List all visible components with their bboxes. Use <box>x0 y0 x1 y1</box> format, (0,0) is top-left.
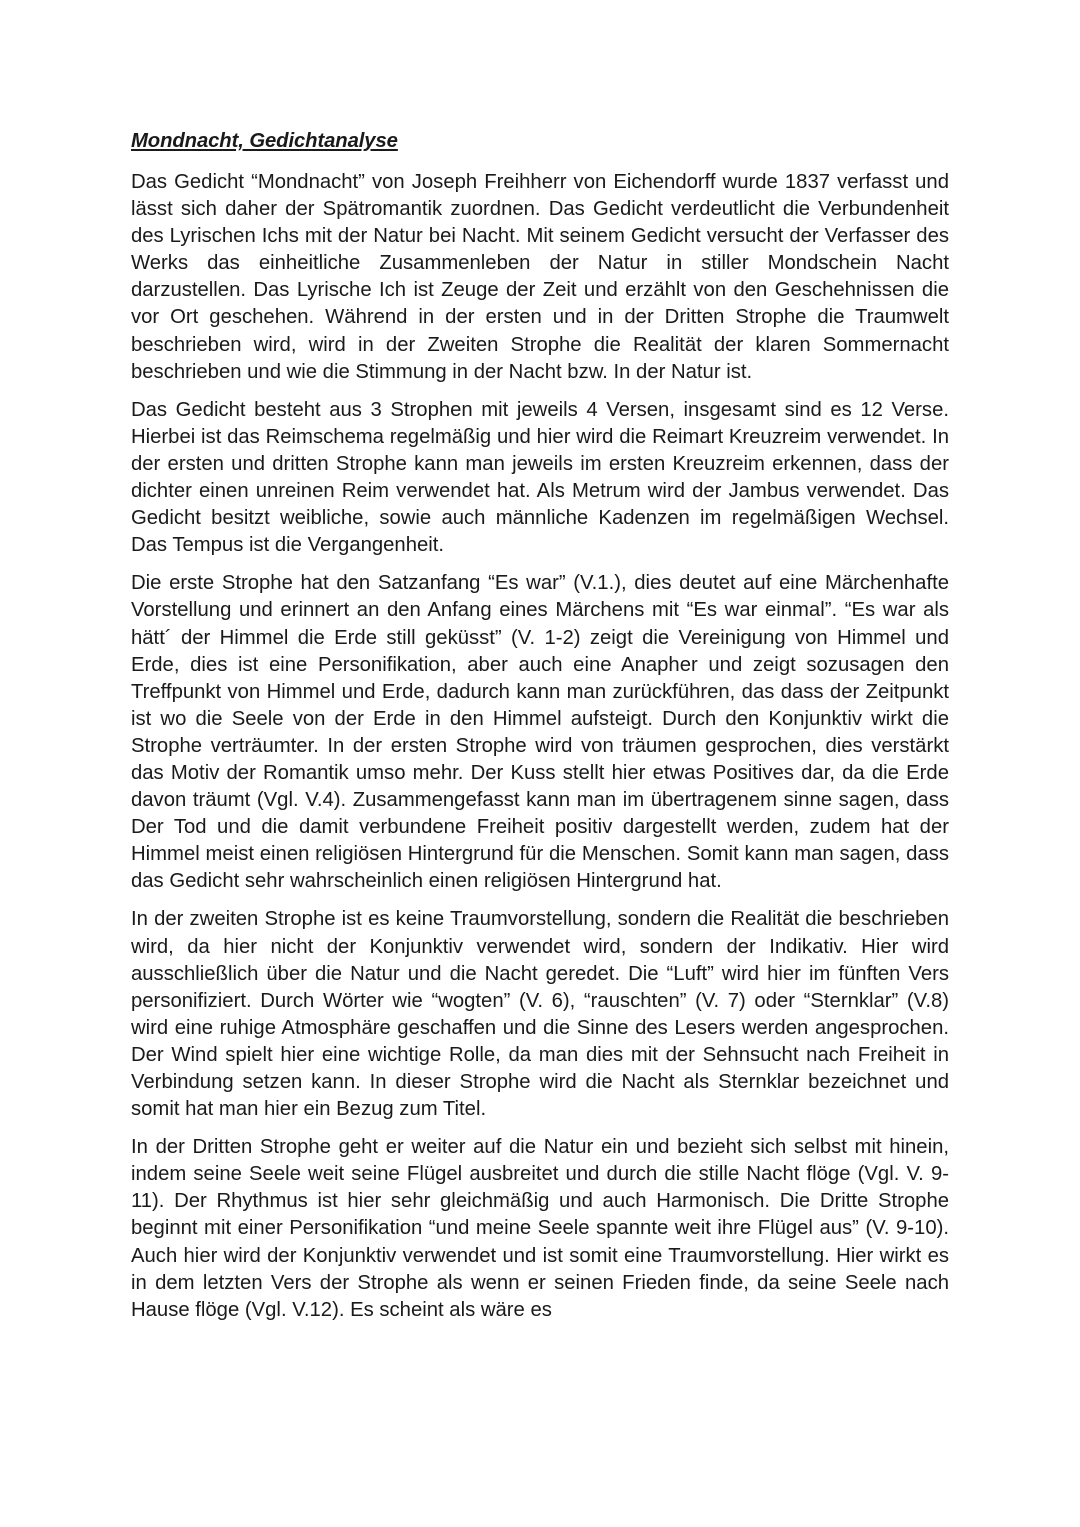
document-title: Mondnacht, Gedichtanalyse <box>131 130 398 152</box>
document-page <box>131 128 949 1335</box>
paragraph-form: Das Gedicht besteht aus 3 Strophen mit jeweils 4 Versen, insgesamt sind es 12 Verse. Hierbei ist das Reimschema regelmäßig und hier wird die Reimart Kreuzreim verwendet. In der ersten und dritten Strophe kann man jeweils im ersten Kreuzreim erkennen, dass der dichter einen unreinen Reim verwendet hat. Als Metrum wird der Jambus verwendet. Das Gedicht besitzt weibliche, sowie auch männliche Kadenzen im regelmäßigen Wechsel. Das Tempus ist die Vergangenheit. <box>131 398 949 557</box>
paragraph-introduction: Das Gedicht “Mondnacht” von Joseph Freihherr von Eichendorff wurde 1837 verfasst und lässt sich daher der Spätromantik zuordnen. Das Gedicht verdeutlicht die Verbundenheit des Lyrischen Ichs mit der Natur bei Nacht. Mit seinem Gedicht versucht der Verfasser des Werks das einheitliche Zusammenleben der Natur in stiller Mondschein Nacht darzustellen. Das Lyrische Ich ist Zeuge der Zeit und erzählt von den Geschehnissen die vor Ort geschehen. Während in der ersten und in der Dritten Strophe die Traumwelt beschrieben wird, wird in der Zweiten Strophe die Realität der klaren Sommernacht beschrieben und wie die Stimmung in der Nacht bzw. In der Natur ist. <box>131 171 949 383</box>
paragraph-first-stanza: Die erste Strophe hat den Satzanfang “Es war” (V.1.), dies deutet auf eine Märchenhafte Vorstellung und erinnert an den Anfang eines Märchens mit “Es war einmal”. “Es war als hätt´ der Himmel die Erde still geküsst” (V. 1-2) zeigt die Vereinigung von Himmel und Erde, dies ist eine Personifikation, aber auch eine Anapher und zeigt sozusagen den Treffpunkt von Himmel und Erde, dadurch kann man zurückführen, das dass der Zeitpunkt ist wo die Seele von der Erde in den Himmel aufsteigt. Durch den Konjunktiv wirkt die Strophe verträumter. In der ersten Strophe wird von träumen gesprochen, dies verstärkt das Motiv der Romantik umso mehr. Der Kuss stellt hier etwas Positives dar, da die Erde davon träumt (Vgl. V.4). Zusammengefasst kann man im übertragenem sinne sagen, dass Der Tod und die damit verbundene Freiheit positiv dargestellt werden, zudem hat der Himmel meist einen religiösen Hintergrund für die Menschen. Somit kann man sagen, dass das Gedicht sehr wahrscheinlich einen religiösen Hintergrund hat. <box>131 572 949 893</box>
paragraph-second-stanza: In der zweiten Strophe ist es keine Traumvorstellung, sondern die Realität die beschrieben wird, da hier nicht der Konjunktiv verwendet wird, sondern der Indikativ. Hier wird ausschließlich über die Natur und die Nacht geredet. Die “Luft” wird hier im fünften Vers personifiziert. Durch Wörter wie “wogten” (V. 6), “rauschten” (V. 7) oder “Sternklar” (V.8) wird eine ruhige Atmosphäre geschaffen und die Sinne des Lesers werden angesprochen. Der Wind spielt hier eine wichtige Rolle, da man dies mit der Sehnsucht nach Freiheit in Verbindung setzen kann. In dieser Strophe wird die Nacht als Sternklar bezeichnet und somit hat man hier ein Bezug zum Titel. <box>131 908 949 1121</box>
paragraph-third-stanza: In der Dritten Strophe geht er weiter auf die Natur ein und bezieht sich selbst mit hinein, indem seine Seele weit seine Flügel ausbreitet und durch die stille Nacht flöge (Vgl. V. 9-11). Der Rhythmus ist hier sehr gleichmäßig und auch Harmonisch. Die Dritte Strophe beginnt mit einer Personifikation “und meine Seele spannte weit ihre Flügel aus” (V. 9-10). Auch hier wird der Konjunktiv verwendet und ist somit eine Traumvorstellung. Hier wirkt es in dem letzten Vers der Strophe als wenn er seinen Frieden finde, da seine Seele nach Hause flöge (Vgl. V.12). Es scheint als wäre es <box>131 1136 949 1321</box>
